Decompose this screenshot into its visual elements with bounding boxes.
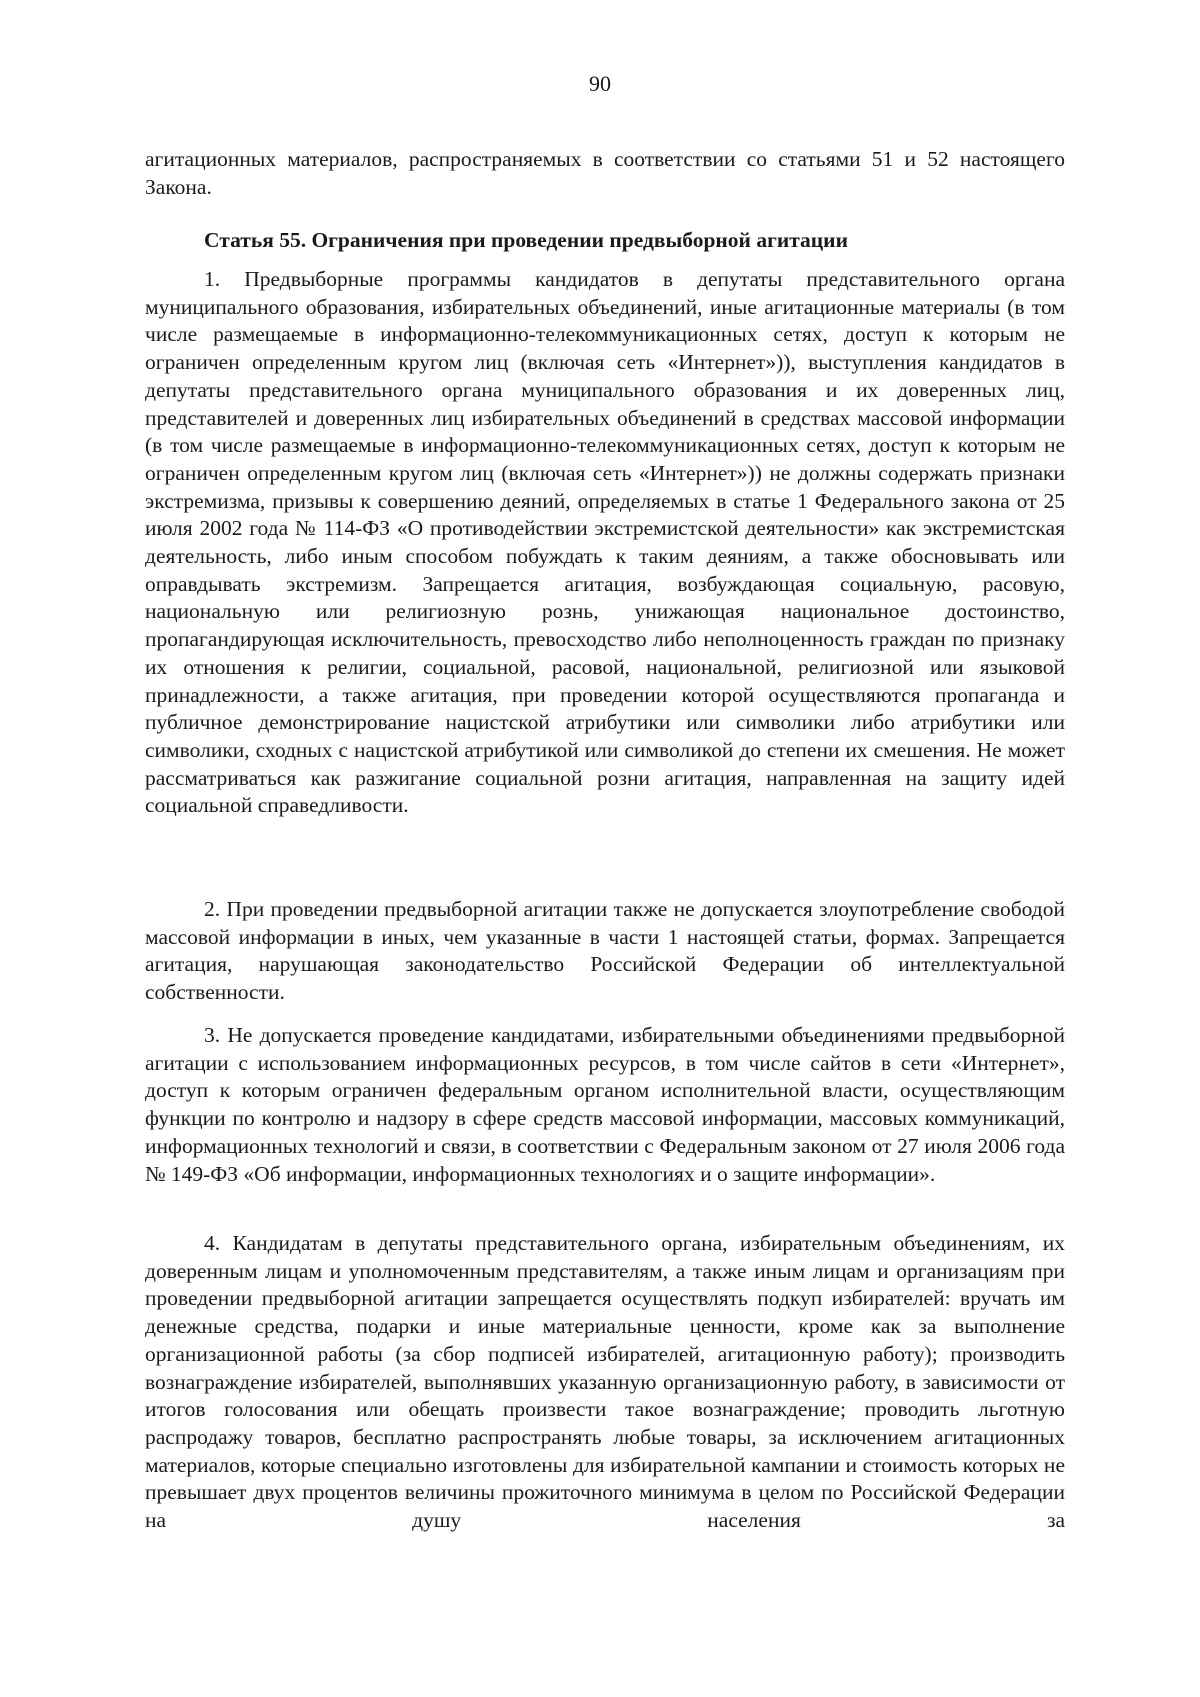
paragraph-4: 4. Кандидатам в депутаты представительного органа, избирательным объединениям, их доверенным лицам и уполномоченным представителям, а также иным лицам и организациям при проведении предвыборной агитации запрещается осуществлять подкуп избирателей: вручать им денежные средства, подарки и иные материальные ценности, кроме как за выполнение организационной работы (за сбор подписей избирателей, агитационную работу); производить вознаграждение избирателей, выполнявших указанную организационную работу, в зависимости от итогов голосования или обещать произвести такое вознаграждение; проводить льготную распродажу товаров, бесплатно распространять любые товары, за исключением агитационных материалов, которые специально изготовлены для избирательной кампании и стоимость которых не превышает двух процентов величины прожиточного минимума в целом по Российской Федерации на душу населения за (145, 1231, 1065, 1533)
paragraph-2: 2. При проведении предвыборной агитации также не допускается злоупотребление свободой массовой информации в иных, чем указанные в части 1 настоящей статьи, формах. Запрещается агитация, нарушающая законодательство Российской Федерации об интеллектуальной собственности. (145, 897, 1065, 1005)
article-heading: Статья 55. Ограничения при проведении предвыборной агитации (204, 228, 848, 252)
paragraph-1: 1. Предвыборные программы кандидатов в депутаты представительного органа муниципального образования, избирательных объединений, иные агитационные материалы (в том числе размещаемые в информационно-телекоммуникационных сетях, доступ к которым не ограничен определенным кругом лиц (включая сеть «Интернет»)), выступления кандидатов в депутаты представительного органа муниципального образования и их доверенных лиц, представителей и доверенных лиц избирательных объединений в средствах массовой информации (в том числе размещаемые в информационно-телекоммуникационных сетях, доступ к которым не ограничен определенным кругом лиц (включая сеть «Интернет»)) не должны содержать признаки экстремизма, призывы к совершению деяний, определяемых в статье 1 Федерального закона от 25 июля 2002 года № 114-ФЗ «О противодействии экстремистской деятельности» как экстремистская деятельность, либо иным способом побуждать к таким деяниям, а также обосновывать или оправдывать экстремизм. Запрещается агитация, возбуждающая социальную, расовую, национальную или религиозную рознь, унижающая национальное достоинство, пропагандирующая исключительность, превосходство либо неполноценность граждан по признаку их отношения к религии, социальной, расовой, национальной, религиозной или языковой принадлежности, а также агитация, при проведении которой осуществляются пропаганда и публичное демонстрирование нацистской атрибутики или символики либо атрибутики или символики, сходных с нацистской атрибутикой или символикой до степени их смешения. Не может рассматриваться как разжигание социальной розни агитация, направленная на защиту идей социальной справедливости. (145, 267, 1065, 818)
paragraph-3: 3. Не допускается проведение кандидатами, избирательными объединениями предвыборной агитации с использованием информационных ресурсов, в том числе сайтов в сети «Интернет», доступ к которым ограничен федеральным органом исполнительной власти, осуществляющим функции по контролю и надзору в сфере средств массовой информации, массовых коммуникаций, информационных технологий и связи, в соответствии с Федеральным законом от 27 июля 2006 года № 149-ФЗ «Об информации, информационных технологиях и о защите информации». (145, 1023, 1065, 1186)
page-number: 90 (589, 71, 611, 96)
intro-paragraph: агитационных материалов, распространяемых в соответствии со статьями 51 и 52 настоящего Закона. (145, 147, 1065, 199)
